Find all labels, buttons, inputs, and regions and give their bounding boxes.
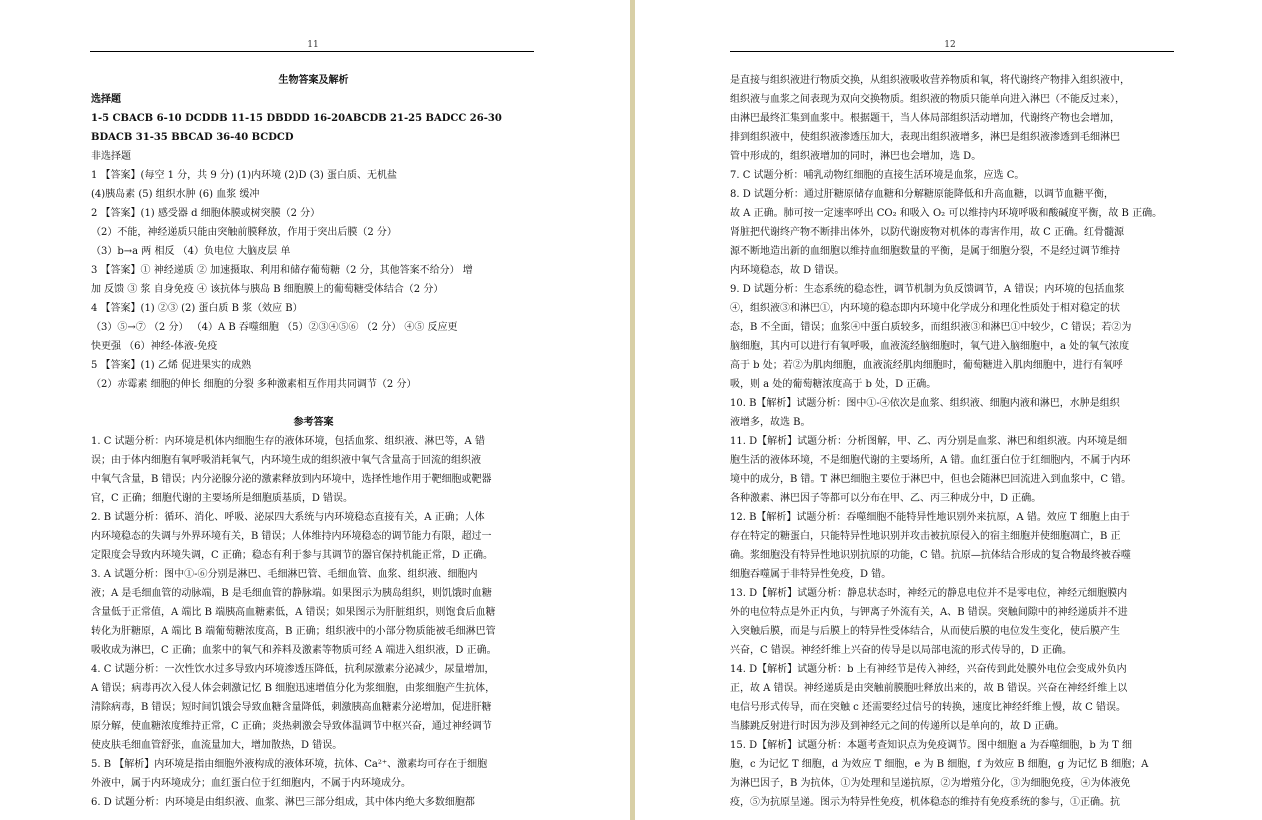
text-line: 1. C 试题分析：内环境是机体内细胞生存的液体环境，包括血浆、组织液、淋巴等，A 错 [91, 436, 485, 447]
text-line: 源不断地造出新的血细胞以维持血细胞数量的平衡，是属于细胞分裂，不是经过调节维持 [730, 246, 1120, 257]
text-line: 内环境稳态，故 D 错误。 [730, 265, 845, 276]
text-line: 是直接与组织液进行物质交换，从组织液吸收营养物质和氧，将代谢终产物排入组织液中， [730, 75, 1130, 86]
text-line: 转化为肝糖原，A 端比 B 端葡萄糖浓度高，B 正确；组织液中的小部分物质能被毛细淋巴管 [91, 626, 496, 637]
text-line: 各种激素、淋巴因子等都可以分布在甲、乙、丙三种成分中，D 正确。 [730, 493, 1042, 504]
text-line: 管中形成的，组织液增加的同时，淋巴也会增加，选 D。 [730, 151, 982, 162]
text-line: 故 A 正确。肺可按一定速率呼出 CO₂ 和吸入 O₂ 可以维持内环境呼吸和酸碱度平衡，故 B 正确。 [730, 208, 1163, 219]
page-number: 11 [307, 40, 319, 50]
text-line: 态，B 不全面，错误；血浆④中蛋白质较多，而组织液③和淋巴①中较少，C 错误；若②为 [730, 322, 1132, 333]
text-line: 11. D【解析】试题分析：分析图解，甲、乙、丙分别是血浆、淋巴和组织液。内环境是细 [730, 436, 1128, 447]
text-line: 6. D 试题分析：内环境是由组织液、血浆、淋巴三部分组成，其中体内绝大多数细胞都 [91, 797, 475, 808]
text-line: 为淋巴因子，B 为抗体，①为处理和呈递抗原，②为增殖分化，③为细胞免疫，④为体液免 [730, 778, 1131, 789]
text-line: 外液中，属于内环境成分；血红蛋白位于红细胞内，不属于内环境成分。 [91, 778, 411, 789]
text-line: 入突触后膜，而是与后膜上的特异性受体结合，从而使后膜的电位发生变化，使后膜产生 [730, 626, 1120, 637]
text-line: 当膝跳反射进行时因为涉及到神经元之间的传递所以是单向的，故 D 正确。 [730, 721, 1065, 732]
text-line: BDACB 31-35 BBCAD 36-40 BCDCD [91, 132, 294, 143]
text-line: 吸，则 a 处的葡萄糖浓度高于 b 处，D 正确。 [730, 379, 937, 390]
text-line: 胞，c 为记忆 T 细胞，d 为效应 T 细胞，e 为 B 细胞，f 为效应 B 细胞，g 为记忆 B 细胞；A [730, 759, 1149, 770]
text-line: 5 【答案】(1) 乙烯 促进果实的成熟 [91, 360, 252, 371]
text-line: 定限度会导致内环境失调，C 正确；稳态有利于参与其调节的器官保持机能正常，D 正确。 [91, 550, 494, 561]
text-line: 正，故 A 错误。神经递质是由突触前膜胞吐释放出来的，故 B 错误。兴奋在神经纤维上以 [730, 683, 1128, 694]
text-line: 官，C 正确；细胞代谢的主要场所是细胞质基质，D 错误。 [91, 493, 354, 504]
text-line: 12. B【解析】试题分析：吞噬细胞不能特异性地识别外来抗原，A 错。效应 T 细胞上由于 [730, 512, 1130, 523]
left-content [91, 71, 536, 812]
text-line: 3 【答案】① 神经递质 ② 加速摄取、利用和储存葡萄糖（2 分，其他答案不给分） 增 [91, 265, 473, 276]
text-line: 3. A 试题分析：图中①-⑥分别是淋巴、毛细淋巴管、毛细血管、血浆、组织液、细胞内 [91, 569, 478, 580]
text-line: 13. D【解析】试题分析：静息状态时，神经元的静息电位并不是零电位，神经元细胞膜内 [730, 588, 1128, 599]
text-line: （3）b→a 两 相反 （4）负电位 大脑皮层 单 [91, 246, 291, 257]
text-line: 8. D 试题分析：通过肝糖原储存血糖和分解糖原能降低和升高血糖，以调节血糖平衡， [730, 189, 1114, 200]
text-line: 快更强 （6）神经-体液-免疫 [91, 341, 218, 352]
text-line: 胞生活的液体环境，不是细胞代谢的主要场所，A 错。血红蛋白位于红细胞内，不属于内环 [730, 455, 1131, 466]
text-line: 疫，⑤为抗原呈递。图示为特异性免疫，机体稳态的维持有免疫系统的参与，①正确。抗 [730, 797, 1120, 808]
text-line: 境中的成分，B 错。T 淋巴细胞主要位于淋巴中，但也会随淋巴回流进入到血浆中，C 错。 [730, 474, 1132, 485]
page-title: 生物答案及解析 [278, 75, 349, 86]
text-line: 使皮肤毛细血管舒张，血流量加大，增加散热，D 错误。 [91, 740, 343, 751]
text-line: 排到组织液中，使组织液渗透压加大，表现出组织液增多，淋巴是组织液渗透到毛细淋巴 [730, 132, 1120, 143]
text-line: 4 【答案】(1) ②③ (2) 蛋白质 B 浆（效应 B） [91, 303, 303, 314]
page-number: 12 [944, 40, 956, 50]
text-line: A 错误；病毒再次入侵人体会刺激记忆 B 细胞迅速增值分化为浆细胞，由浆细胞产生抗体， [91, 683, 496, 694]
text-line: 液增多，故选 B。 [730, 417, 811, 428]
right-content [730, 71, 1175, 812]
text-line: 清除病毒，B 错误；短时间饥饿会导致血糖含量降低，刺激胰高血糖素分泌增加，促进肝糖 [91, 702, 492, 713]
text-line: 选择题 [91, 94, 121, 105]
text-line: 误；由于体内细胞有氧呼吸消耗氧气，内环境生成的组织液中氧气含量高于回流的组织液 [91, 455, 481, 466]
text-line: 肾脏把代谢终产物不断排出体外，以防代谢废物对机体的毒害作用，故 C 正确。红骨髓源 [730, 227, 1125, 238]
text-line: 1 【答案】(每空 1 分，共 9 分) (1)内环境 (2)D (3) 蛋白质、无机盐 [91, 170, 398, 181]
text-line: 中氧气含量，B 错误；内分泌腺分泌的激素释放到内环境中，选择性地作用于靶细胞或靶器 [91, 474, 492, 485]
text-line: (4)胰岛素 (5) 组织水肿 (6) 血浆 缓冲 [91, 189, 260, 200]
left-page [0, 0, 630, 820]
text-line: 加 反馈 ③ 浆 自身免疫 ④ 该抗体与胰岛 B 细胞膜上的葡萄糖受体结合（2 分） [91, 284, 444, 295]
text-line [91, 394, 536, 413]
text-line: 脑细胞，其内可以进行有氧呼吸，血液流经脑细胞时，氧气进入脑细胞中，a 处的氧气浓度 [730, 341, 1130, 352]
text-line: 细胞吞噬属于非特异性免疫，D 错。 [730, 569, 892, 580]
text-line: 7. C 试题分析：哺乳动物红细胞的直接生活环境是血浆，应选 C。 [730, 170, 1025, 181]
text-line: 2. B 试题分析：循环、消化、呼吸、泌尿四大系统与内环境稳态直接有关，A 正确；人体 [91, 512, 485, 523]
text-line: 吸收成为淋巴，C 正确；血浆中的氧气和养料及激素等物质可经 A 端进入组织液，D 正确。 [91, 645, 497, 656]
text-line: 兴奋，C 错误。神经纤维上兴奋的传导是以局部电流的形式传导的，D 正确。 [730, 645, 1073, 656]
text-line: 组织液与血浆之间表现为双向交换物质。组织液的物质只能单向进入淋巴（不能反过来）， [730, 94, 1125, 105]
text-line: （2）不能，神经递质只能由突触前膜释放，作用于突出后膜（2 分） [91, 227, 397, 238]
text-line: 确。浆细胞没有特异性地识别抗原的功能，C 错。抗原—抗体结合形成的复合物最终被吞噬 [730, 550, 1131, 561]
text-line: （3）⑤→⑦ （2 分） （4）A B 吞噬细胞 （5）②③④⑤⑥ （2 分） ④⑤ 反应更 [91, 322, 458, 333]
text-line: 含量低于正常值，A 端比 B 端胰高血糖素低，A 错误；如果图示为肝脏组织，则饱食后血糖 [91, 607, 496, 618]
text-line: 内环境稳态的失调与外界环境有关，B 错误；人体维持内环境稳态的调节能力有限，超过一 [91, 531, 492, 542]
header-rule [90, 51, 534, 52]
text-line: 14. D【解析】试题分析：b 上有神经节是传入神经，兴奋传到此处膜外电位会变成外负内 [730, 664, 1127, 675]
text-line: 10. B【解析】试题分析：图中①-④依次是血浆、组织液、细胞内液和淋巴，水肿是组织 [730, 398, 1120, 409]
section-heading: 参考答案 [293, 417, 334, 428]
text-line: ④，组织液③和淋巴①，内环境的稳态即内环境中化学成分和理化性质处于相对稳定的状 [730, 303, 1120, 314]
text-line: 高于 b 处；若②为肌肉细胞，血液流经肌肉细胞时，葡萄糖进入肌肉细胞中，进行有氧呼 [730, 360, 1123, 371]
text-line: 液；A 是毛细血管的动脉端，B 是毛细血管的静脉端。如果图示为胰岛组织，则饥饿时血糖 [91, 588, 492, 599]
text-line: 非选择题 [91, 151, 131, 162]
text-line: 4. C 试题分析：一次性饮水过多导致内环境渗透压降低，抗利尿激素分泌减少，尿量增加， [91, 664, 495, 675]
text-line: 由淋巴最终汇集到血浆中。根据题干，当人体局部组织活动增加，代谢终产物也会增加， [730, 113, 1120, 124]
text-line: （2）赤霉素 细胞的伸长 细胞的分裂 多种激素相互作用共同调节（2 分） [91, 379, 417, 390]
text-line: 电信号形式传导，而在突触 c 还需要经过信号的转换，速度比神经纤维上慢，故 C 错误。 [730, 702, 1126, 713]
text-line: 15. D【解析】试题分析：本题考查知识点为免疫调节。图中细胞 a 为吞噬细胞，b 为 T 细 [730, 740, 1133, 751]
text-line: 1-5 CBACB 6-10 DCDDB 11-15 DBDDD 16-20ABCDB 21-25 BADCC 26-30 [91, 113, 502, 124]
right-page [635, 0, 1262, 820]
text-line: 2 【答案】(1) 感受器 d 细胞体膜或树突膜（2 分） [91, 208, 321, 219]
text-line: 外的电位特点是外正内负，与钾离子外流有关，A、B 错误。突触间隙中的神经递质并不进 [730, 607, 1128, 618]
text-line: 原分解，使血糖浓度维持正常，C 正确；炎热刺激会导致体温调节中枢兴奋，通过神经调节 [91, 721, 492, 732]
text-line: 存在特定的糖蛋白，只能特异性地识别并攻击被抗原侵入的宿主细胞并使细胞凋亡，B 正 [730, 531, 1121, 542]
text-line: 9. D 试题分析：生态系统的稳态性，调节机制为负反馈调节，A 错误；内环境的包括血浆 [730, 284, 1125, 295]
text-line: 5. B 【解析】内环境是指由细胞外液构成的液体环境，抗体、Ca²⁺、激素均可存在于细胞 [91, 759, 488, 770]
header-rule [730, 51, 1174, 52]
